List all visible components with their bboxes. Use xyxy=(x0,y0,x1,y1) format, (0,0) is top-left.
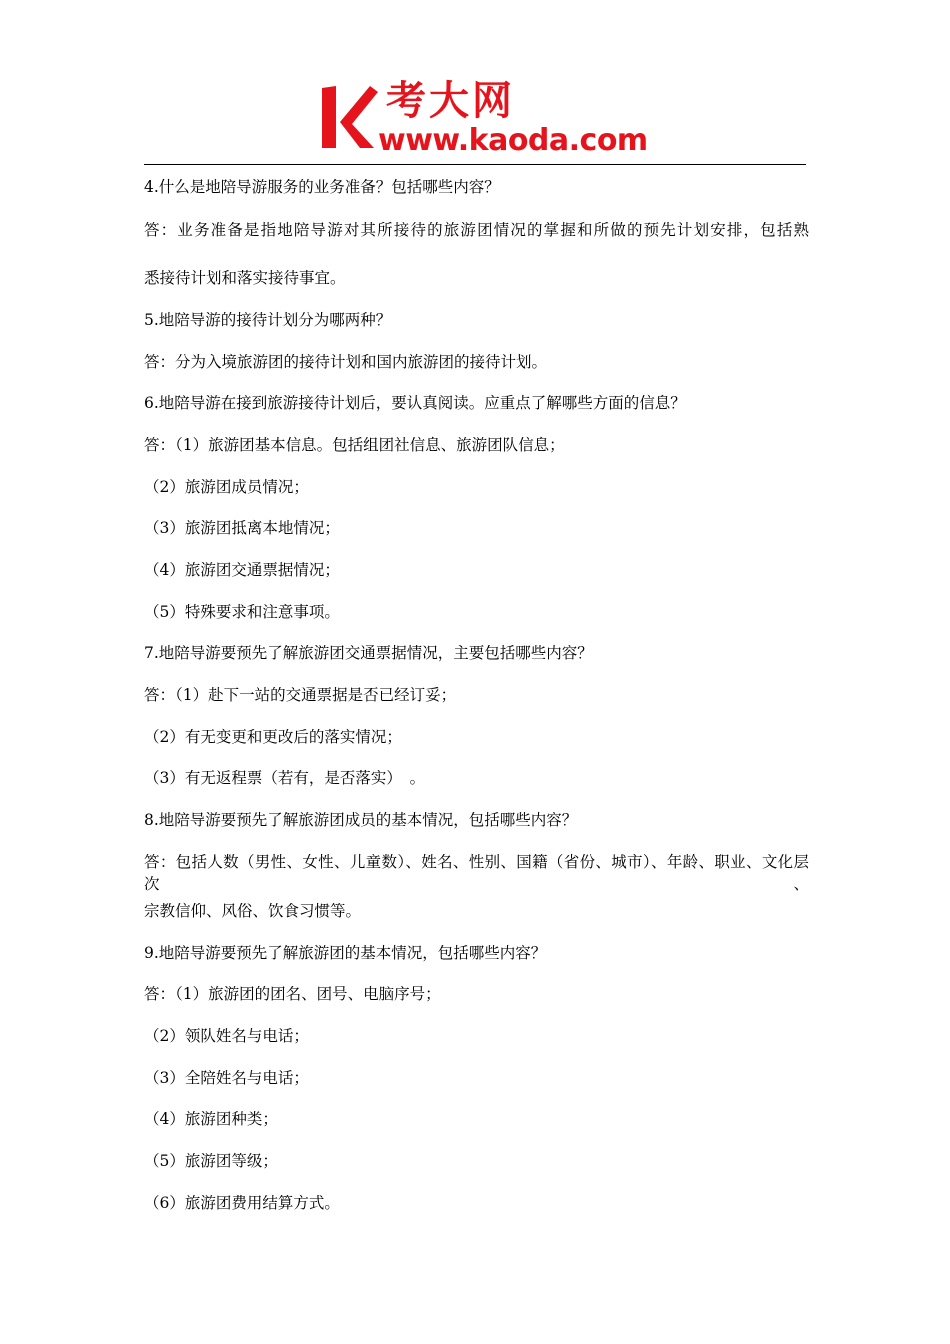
logo-url: www.kaoda.com xyxy=(378,123,648,158)
answer-6-item-4: （4）旅游团交通票据情况； xyxy=(144,561,340,579)
answer-7-item-2: （2）有无变更和更改后的落实情况； xyxy=(144,728,402,746)
answer-6-item-1: 答：（1）旅游团基本信息。包括组团社信息、旅游团队信息； xyxy=(144,436,565,454)
question-4: 4.什么是地陪导游服务的业务准备？包括哪些内容？ xyxy=(144,178,500,196)
question-9: 9.地陪导游要预先了解旅游团的基本情况，包括哪些内容？ xyxy=(144,944,547,962)
question-7: 7.地陪导游要预先了解旅游团交通票据情况，主要包括哪些内容？ xyxy=(144,644,593,662)
answer-9-item-4: （4）旅游团种类； xyxy=(144,1110,278,1128)
answer-9-item-2: （2）领队姓名与电话； xyxy=(144,1027,309,1045)
logo-title: 考大网 xyxy=(386,78,515,124)
answer-8-line-2: 宗教信仰、风俗、饮食习惯等。 xyxy=(144,902,362,920)
answer-7-item-1: 答：（1）赴下一站的交通票据是否已经订妥； xyxy=(144,686,457,704)
answer-4-line-2: 悉接待计划和落实接待事宜。 xyxy=(144,269,346,287)
answer-9-item-1: 答：（1）旅游团的团名、团号、电脑序号； xyxy=(144,985,441,1003)
answer-6-item-2: （2）旅游团成员情况； xyxy=(144,478,309,496)
answer-9-item-3: （3）全陪姓名与电话； xyxy=(144,1069,309,1087)
question-6: 6.地陪导游在接到旅游接待计划后，要认真阅读。应重点了解哪些方面的信息？ xyxy=(144,394,686,412)
question-5: 5.地陪导游的接待计划分为哪两种？ xyxy=(144,311,392,329)
page-header xyxy=(0,0,950,166)
answer-5: 答：分为入境旅游团的接待计划和国内旅游团的接待计划。 xyxy=(144,353,548,371)
answer-9-item-6: （6）旅游团费用结算方式。 xyxy=(144,1194,340,1212)
k-logo-icon xyxy=(318,82,378,152)
answer-7-item-3: （3）有无返程票（若有，是否落实） 。 xyxy=(144,769,426,787)
question-8: 8.地陪导游要预先了解旅游团成员的基本情况，包括哪些内容？ xyxy=(144,811,578,829)
answer-9-item-5: （5）旅游团等级； xyxy=(144,1152,278,1170)
answer-6-item-3: （3）旅游团抵离本地情况； xyxy=(144,519,340,537)
answer-8-line-1: 答：包括人数（男性、女性、儿童数）、姓名、性别、国籍（省份、城市）、年龄、职业、文化层次、 xyxy=(144,853,809,893)
answer-6-item-5: （5）特殊要求和注意事项。 xyxy=(144,603,340,621)
header-divider xyxy=(144,164,806,165)
answer-4-line-1: 答：业务准备是指地陪导游对其所接待的旅游团情况的掌握和所做的预先计划安排，包括熟 xyxy=(144,221,809,239)
kaoda-logo xyxy=(318,78,648,160)
